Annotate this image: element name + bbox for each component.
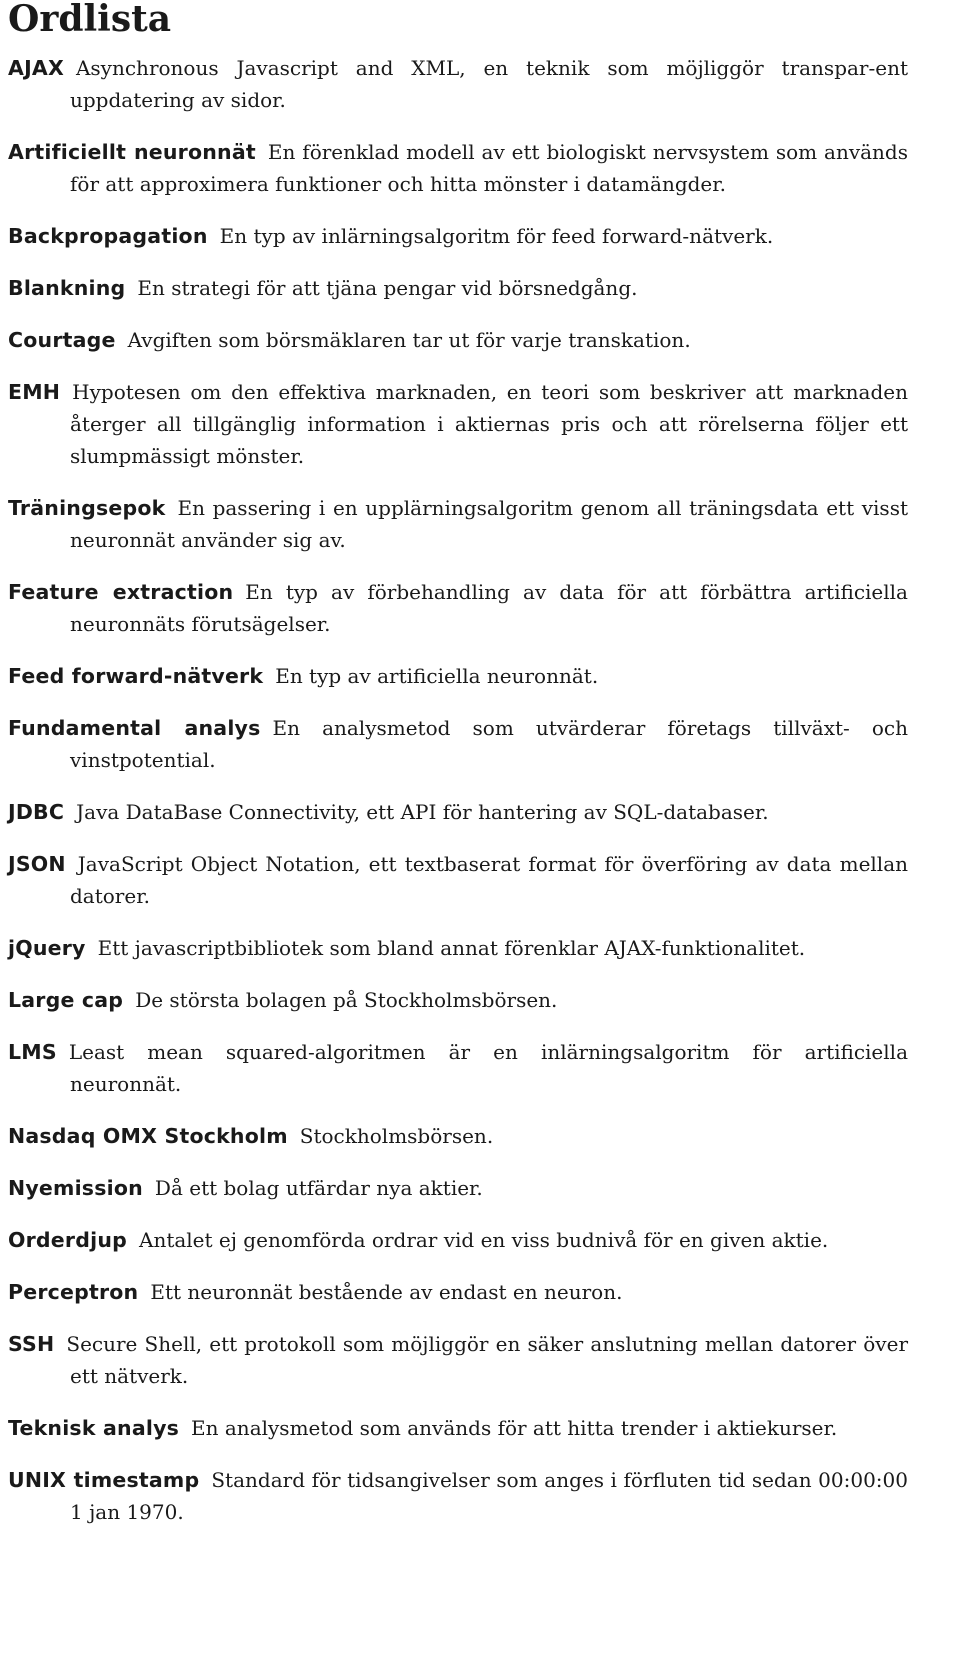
glossary-entry [8,796,908,828]
page-title: Ordlista [8,0,172,40]
glossary-entry [8,1464,908,1528]
glossary-term: JSON [8,852,66,876]
glossary-definition: Secure Shell, ett protokoll som möjliggör en säker anslutning mellan datorer över ett nätverk. [66,1332,908,1388]
glossary-definition: Hypotesen om den effektiva marknaden, en teori som beskriver att marknaden återger all tillgänglig information i aktiernas pris och att rörelserna följer ett slumpmässigt mönster. [70,380,908,468]
glossary-definition: Antalet ej genomförda ordrar vid en viss budnivå för en given aktie. [139,1228,829,1252]
glossary-entry [8,1412,908,1444]
glossary-entry [8,576,908,640]
glossary-term: Träningsepok [8,496,166,520]
glossary-definition: En analysmetod som används för att hitta trender i aktiekurser. [191,1416,838,1440]
glossary-definition: En typ av förbehandling av data för att förbättra artificiella neuronnäts förutsägelser. [70,580,908,636]
glossary-term: Large cap [8,988,124,1012]
glossary-definition: Standard för tidsangivelser som anges i förfluten tid sedan 00:00:00 1 jan 1970. [70,1468,908,1524]
glossary-definition: Least mean squared-algoritmen är en inlärningsalgoritm för artificiella neuronnät. [68,1040,908,1096]
glossary-term: JDBC [8,800,65,824]
glossary-definition: Java DataBase Connectivity, ett API för hantering av SQL-databaser. [76,800,769,824]
glossary-term: Orderdjup [8,1228,127,1252]
glossary-term: Feed forward-nätverk [8,664,264,688]
glossary-entry [8,1276,908,1308]
glossary-entry [8,1328,908,1392]
glossary-term: Nasdaq OMX Stockholm [8,1124,288,1148]
glossary-term: Artificiellt neuronnät [8,140,256,164]
glossary-definition: En typ av artificiella neuronnät. [275,664,599,688]
glossary-definition: En analysmetod som utvärderar företags tillväxt- och vinstpotential. [70,716,908,772]
glossary-entry [8,376,908,472]
glossary-entry [8,1172,908,1204]
glossary-entry [8,660,908,692]
glossary-definition: De största bolagen på Stockholmsbörsen. [135,988,558,1012]
glossary-entry [8,136,908,200]
glossary-definition: Ett neuronnät bestående av endast en neuron. [150,1280,623,1304]
glossary-term: SSH [8,1332,55,1356]
glossary-entry [8,984,908,1016]
glossary-definition: En strategi för att tjäna pengar vid börsnedgång. [137,276,638,300]
glossary-entry [8,52,908,116]
glossary-entry [8,220,908,252]
glossary-term: Teknisk analys [8,1416,180,1440]
glossary-entry [8,848,908,912]
glossary-definition: Då ett bolag utfärdar nya aktier. [154,1176,483,1200]
glossary-definition: Ett javascriptbibliotek som bland annat förenklar AJAX-funktionalitet. [97,936,806,960]
glossary-entry [8,492,908,556]
glossary-entry [8,1224,908,1256]
glossary-entry [8,932,908,964]
glossary-list [8,52,908,1528]
glossary-term: Feature extraction [8,580,234,604]
glossary-term: Nyemission [8,1176,143,1200]
glossary-definition: En förenklad modell av ett biologiskt nervsystem som används för att approximera funktioner och hitta mönster i datamängder. [70,140,909,196]
glossary-term: jQuery [8,936,86,960]
glossary-entry [8,272,908,304]
glossary-term: LMS [8,1040,57,1064]
glossary-term: Fundamental analys [8,716,261,740]
glossary-definition: Stockholmsbörsen. [299,1124,494,1148]
glossary-entry [8,712,908,776]
glossary-entry [8,1036,908,1100]
glossary-term: Blankning [8,276,126,300]
glossary-term: Courtage [8,328,116,352]
glossary-entry [8,1120,908,1152]
glossary-term: EMH [8,380,61,404]
glossary-term: AJAX [8,56,64,80]
glossary-definition: En typ av inlärningsalgoritm för feed forward-nätverk. [219,224,774,248]
glossary-definition: JavaScript Object Notation, ett textbaserat format för överföring av data mellan datorer. [70,852,908,908]
glossary-term: Perceptron [8,1280,139,1304]
glossary-term: Backpropagation [8,224,208,248]
glossary-entry [8,324,908,356]
glossary-definition: Asynchronous Javascript and XML, en teknik som möjliggör transpar-ent uppdatering av sidor. [70,56,908,112]
glossary-definition: Avgiften som börsmäklaren tar ut för varje transkation. [127,328,691,352]
glossary-definition: En passering i en upplärningsalgoritm genom all träningsdata ett visst neuronnät använder sig av. [70,496,908,552]
glossary-term: UNIX timestamp [8,1468,200,1492]
